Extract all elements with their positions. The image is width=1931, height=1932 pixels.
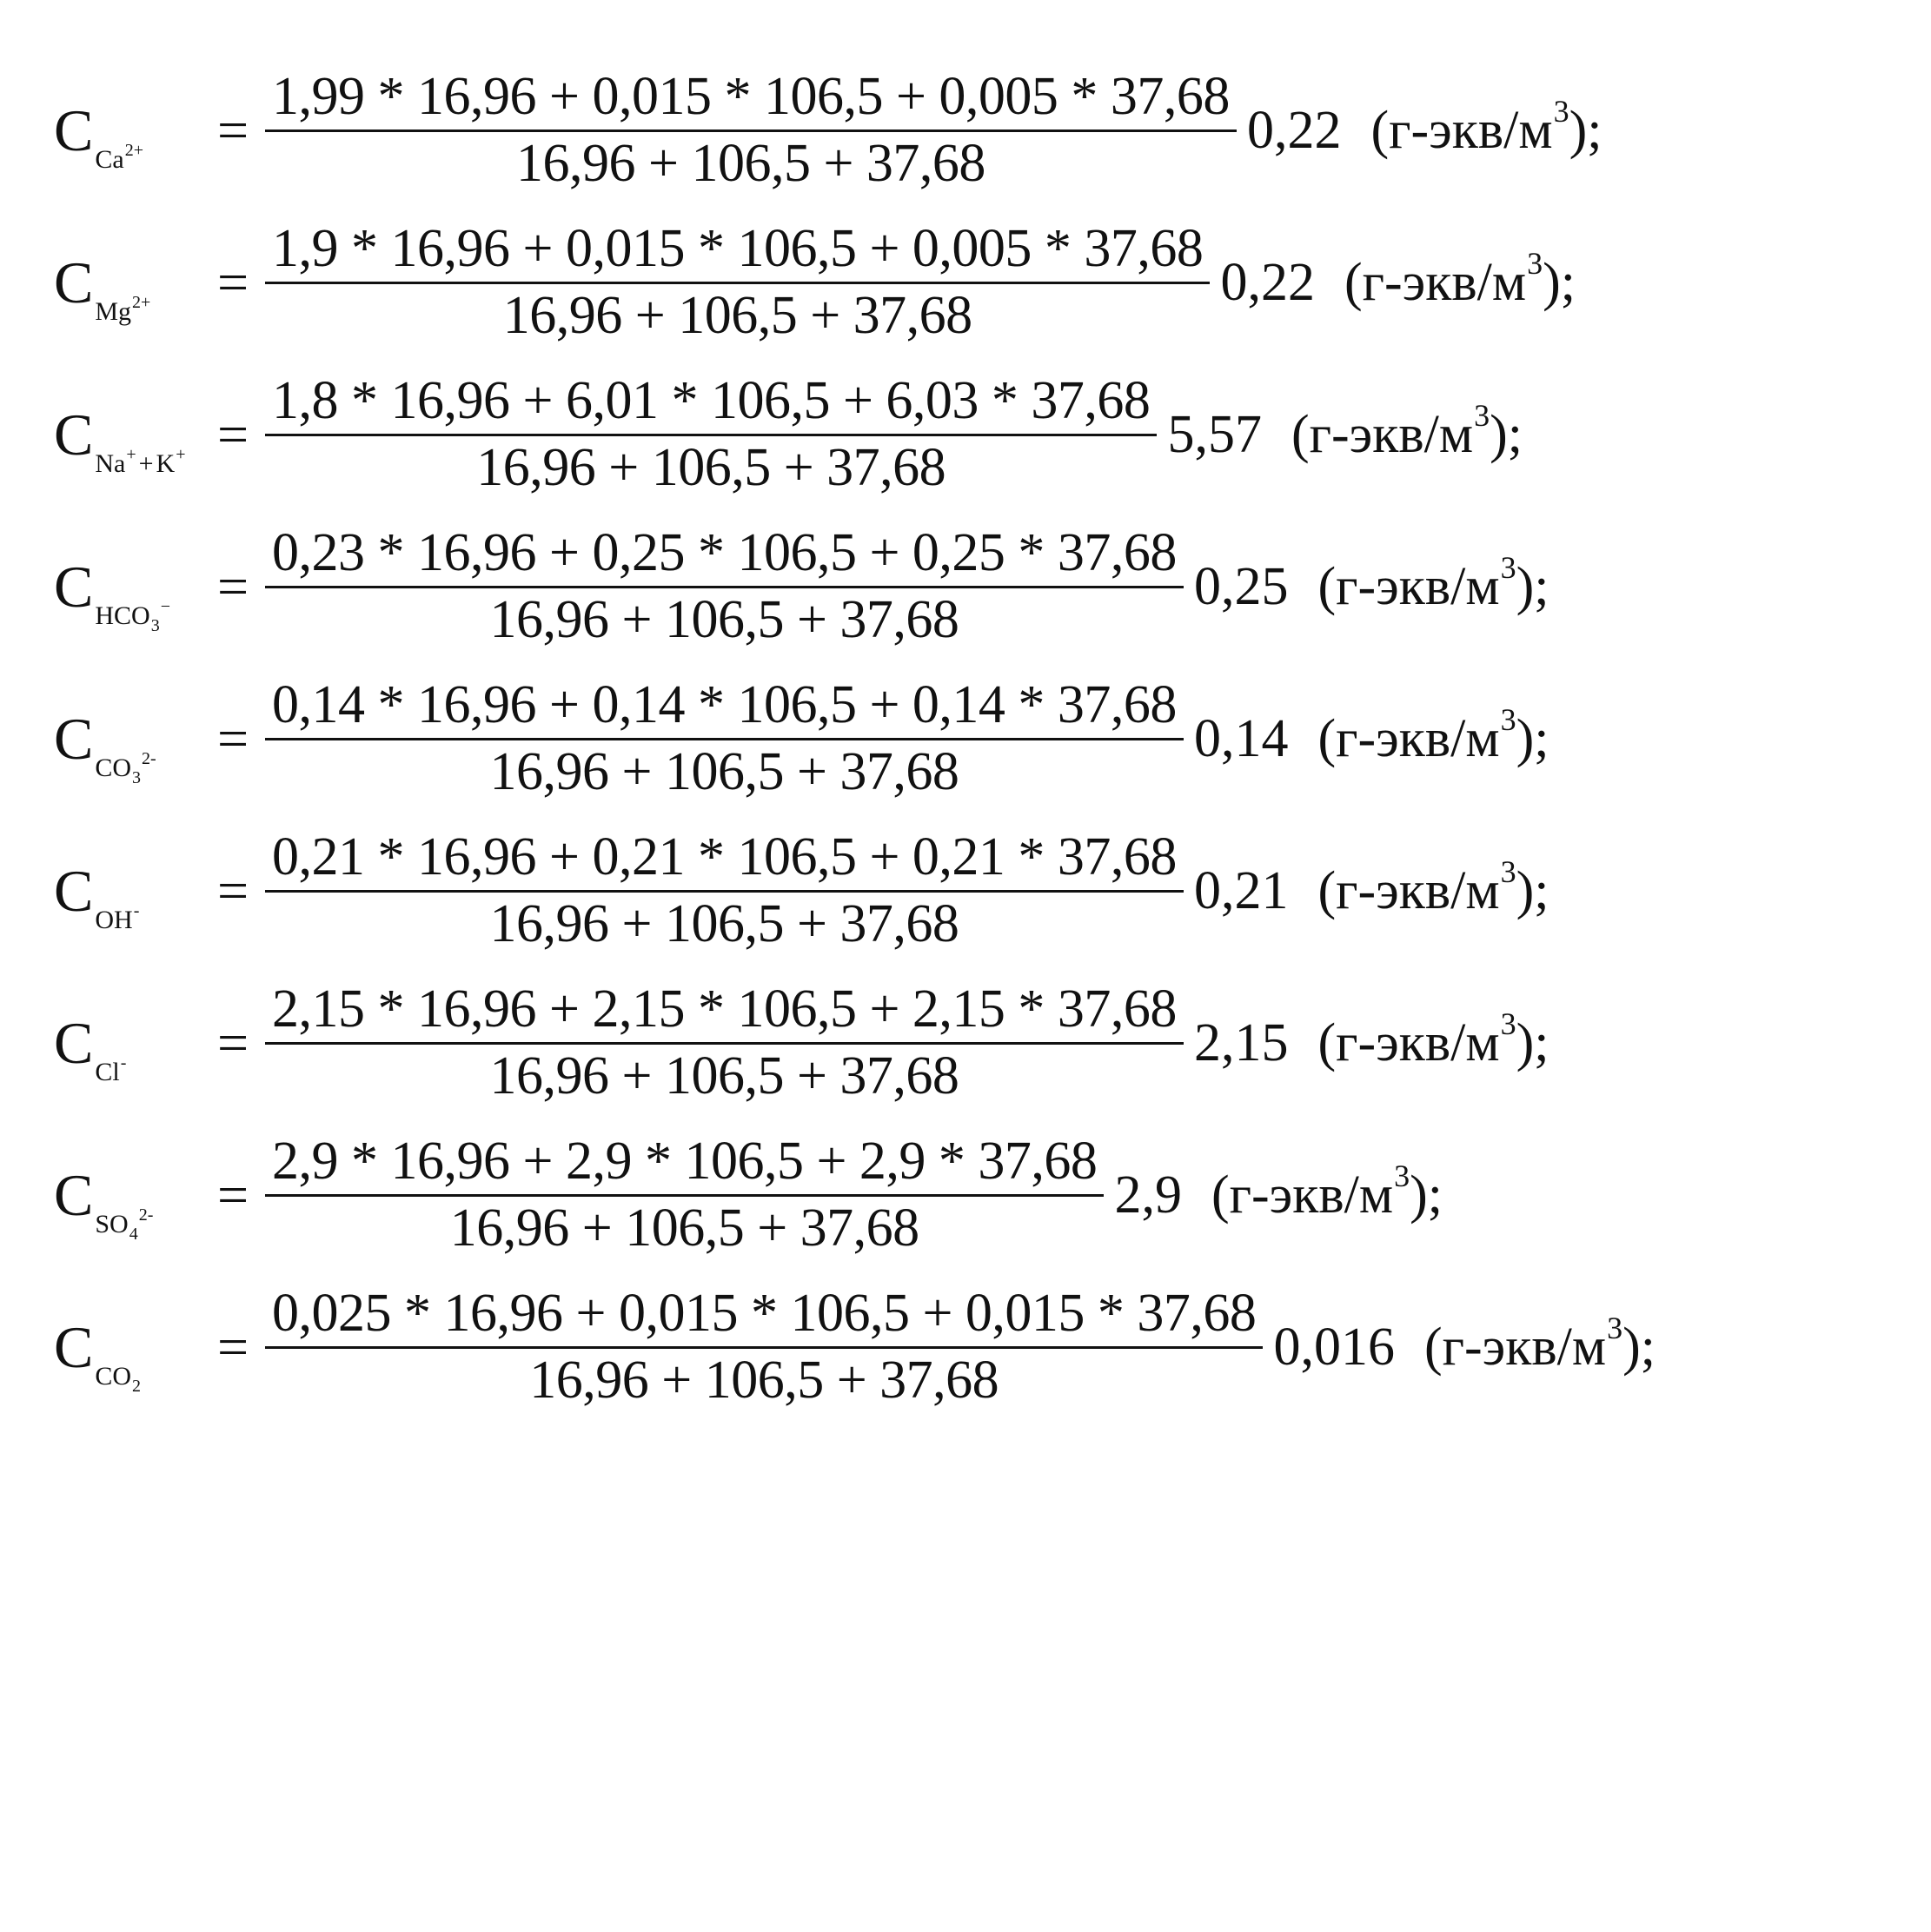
unit-label	[1291, 398, 1523, 464]
fraction-numerator: 0,23 * 16,96 + 0,25 * 106,5 + 0,25 * 37,68	[265, 523, 1184, 588]
fraction-denominator: 16,96 + 106,5 + 37,68	[489, 589, 959, 649]
unit-close: );	[1543, 253, 1576, 312]
ion-subscript	[95, 293, 151, 327]
unit-exponent: 3	[1500, 1006, 1516, 1041]
unit-label	[1423, 1311, 1656, 1377]
unit-exponent: 3	[1500, 550, 1516, 585]
ion-formula	[95, 901, 140, 935]
unit-label	[1317, 1006, 1549, 1072]
fraction	[265, 219, 1210, 346]
ion-subscript	[95, 749, 156, 787]
result-value: 0,22	[1220, 253, 1315, 312]
ion-charge: −	[160, 597, 170, 616]
ion-base: Ca	[95, 145, 124, 174]
fraction-numerator: 0,14 * 16,96 + 0,14 * 106,5 + 0,14 * 37,68	[265, 675, 1184, 740]
fraction	[265, 979, 1184, 1106]
ion-subscript-count: 3	[132, 768, 142, 787]
unit-text: (г-экв/м	[1344, 253, 1527, 312]
fraction	[265, 1284, 1263, 1411]
concentration-letter: C	[54, 1010, 94, 1076]
result-value: 0,016	[1273, 1318, 1395, 1377]
fraction-denominator: 16,96 + 106,5 + 37,68	[449, 1198, 919, 1258]
unit-close: );	[1410, 1165, 1443, 1225]
ion-subscript	[95, 597, 170, 635]
equals-sign: =	[216, 1316, 249, 1378]
ion-base: HCO	[95, 601, 150, 630]
result-value: 0,14	[1193, 709, 1289, 768]
unit-close: );	[1516, 1013, 1549, 1072]
ion-base: Cl	[95, 1058, 120, 1086]
fraction	[265, 1132, 1104, 1258]
concentration-symbol	[54, 858, 206, 934]
unit-exponent: 3	[1474, 398, 1490, 433]
unit-label	[1211, 1159, 1443, 1225]
unit-exponent: 3	[1394, 1159, 1410, 1193]
fraction-denominator: 16,96 + 106,5 + 37,68	[489, 1046, 959, 1105]
ion-charge: -	[133, 901, 140, 920]
fraction-numerator: 0,21 * 16,96 + 0,21 * 106,5 + 0,21 * 37,68	[265, 827, 1184, 892]
ion-base: OH	[95, 906, 133, 934]
ion-base: SO	[95, 1210, 129, 1238]
ion-formula	[95, 1053, 127, 1087]
fraction-denominator: 16,96 + 106,5 + 37,68	[529, 1350, 999, 1410]
unit-exponent: 3	[1500, 854, 1516, 889]
unit-label	[1344, 246, 1576, 312]
ion-charge: +	[176, 445, 186, 464]
concentration-symbol	[54, 1314, 206, 1396]
ion-plus-sign: +	[138, 449, 154, 478]
fraction-denominator: 16,96 + 106,5 + 37,68	[476, 437, 946, 497]
fraction-denominator: 16,96 + 106,5 + 37,68	[489, 741, 959, 801]
concentration-symbol	[54, 402, 206, 478]
result-value: 5,57	[1167, 405, 1262, 464]
concentration-symbol	[54, 1162, 206, 1244]
ion-subscript	[95, 901, 140, 935]
unit-text: (г-экв/м	[1291, 405, 1474, 464]
result-value: 0,25	[1193, 557, 1289, 616]
unit-close: );	[1569, 101, 1603, 160]
ion-formula	[95, 1205, 154, 1244]
unit-label	[1370, 94, 1603, 160]
fraction	[265, 67, 1237, 194]
fraction	[265, 371, 1157, 498]
unit-exponent: 3	[1527, 246, 1543, 281]
concentration-equation-9	[54, 1251, 1656, 1443]
fraction-numerator: 2,15 * 16,96 + 2,15 * 106,5 + 2,15 * 37,68	[265, 979, 1184, 1044]
concentration-letter: C	[54, 1314, 94, 1380]
unit-text: (г-экв/м	[1211, 1165, 1394, 1225]
equals-sign: =	[216, 1164, 249, 1225]
concentration-letter: C	[54, 706, 94, 772]
equals-sign: =	[216, 403, 249, 465]
unit-close: );	[1516, 709, 1549, 768]
concentration-letter: C	[54, 97, 94, 163]
ion-subscript	[95, 1205, 154, 1244]
ion-subscript	[95, 141, 143, 175]
ion-subscript	[95, 445, 186, 479]
equals-sign: =	[216, 555, 249, 617]
concentration-letter: C	[54, 554, 94, 620]
unit-label	[1317, 702, 1549, 768]
result-value: 0,22	[1246, 101, 1342, 160]
concentration-symbol	[54, 97, 206, 174]
unit-label	[1317, 854, 1549, 920]
unit-text: (г-экв/м	[1423, 1318, 1607, 1377]
unit-close: );	[1516, 557, 1549, 616]
equals-sign: =	[216, 707, 249, 769]
ion-formula	[156, 445, 186, 479]
fraction-denominator: 16,96 + 106,5 + 37,68	[489, 893, 959, 953]
ion-base: CO	[95, 1362, 132, 1391]
fraction	[265, 675, 1184, 802]
ion-charge: 2+	[124, 141, 143, 160]
concentration-letter: C	[54, 402, 94, 468]
ion-base: Mg	[95, 297, 132, 326]
ion-charge: 2-	[142, 749, 156, 768]
concentration-letter: C	[54, 858, 94, 924]
ion-formula	[95, 141, 143, 175]
ion-charge: 2+	[132, 293, 151, 312]
fraction-numerator: 1,8 * 16,96 + 6,01 * 106,5 + 6,03 * 37,68	[265, 371, 1157, 435]
ion-base: Na	[95, 449, 126, 478]
ion-subscript-count: 2	[132, 1377, 142, 1396]
unit-text: (г-экв/м	[1370, 101, 1553, 160]
equals-sign: =	[216, 251, 249, 313]
ion-charge: +	[126, 445, 136, 464]
concentration-letter: C	[54, 249, 94, 315]
equals-sign: =	[216, 99, 249, 161]
unit-close: );	[1490, 405, 1523, 464]
result-value: 2,9	[1114, 1165, 1182, 1225]
concentration-symbol	[54, 249, 206, 326]
ion-charge: 2-	[138, 1205, 154, 1225]
unit-exponent: 3	[1553, 94, 1569, 129]
fraction-denominator: 16,96 + 106,5 + 37,68	[502, 285, 972, 345]
ion-subscript-count: 3	[150, 616, 160, 635]
ion-formula	[95, 749, 156, 787]
fraction	[265, 827, 1184, 954]
equals-sign: =	[216, 860, 249, 921]
concentration-letter: C	[54, 1162, 94, 1228]
ion-charge: -	[120, 1053, 127, 1072]
ion-formula	[95, 1362, 142, 1396]
fraction-numerator: 0,025 * 16,96 + 0,015 * 106,5 + 0,015 * 37,68	[265, 1284, 1263, 1348]
equals-sign: =	[216, 1012, 249, 1073]
ion-base: K	[156, 449, 176, 478]
unit-label	[1317, 550, 1549, 616]
fraction-numerator: 2,9 * 16,96 + 2,9 * 106,5 + 2,9 * 37,68	[265, 1132, 1104, 1196]
unit-close: );	[1516, 861, 1549, 920]
fraction	[265, 523, 1184, 650]
ion-formula	[95, 293, 151, 327]
fraction-numerator: 1,99 * 16,96 + 0,015 * 106,5 + 0,005 * 37,68	[265, 67, 1237, 131]
unit-close: );	[1622, 1318, 1656, 1377]
result-value: 0,21	[1193, 861, 1289, 920]
unit-exponent: 3	[1500, 702, 1516, 737]
concentration-symbol	[54, 554, 206, 635]
unit-text: (г-экв/м	[1317, 557, 1500, 616]
unit-text: (г-экв/м	[1317, 1013, 1500, 1072]
fraction-numerator: 1,9 * 16,96 + 0,015 * 106,5 + 0,005 * 37,68	[265, 219, 1210, 283]
concentration-symbol	[54, 1010, 206, 1086]
ion-subscript-count: 4	[129, 1225, 138, 1244]
result-value: 2,15	[1193, 1013, 1289, 1072]
ion-formula	[95, 445, 136, 479]
unit-exponent: 3	[1607, 1311, 1623, 1345]
ion-formula	[95, 597, 170, 635]
fraction-denominator: 16,96 + 106,5 + 37,68	[516, 133, 985, 193]
ion-base: CO	[95, 754, 132, 782]
ion-subscript	[95, 1362, 142, 1396]
unit-text: (г-экв/м	[1317, 861, 1500, 920]
ion-subscript	[95, 1053, 127, 1087]
concentration-symbol	[54, 706, 206, 787]
unit-text: (г-экв/м	[1317, 709, 1500, 768]
